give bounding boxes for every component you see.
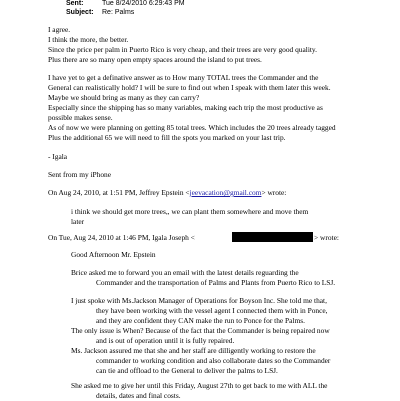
sent-label: Sent:	[66, 0, 84, 7]
body-line: and they are confident they CAN make the run to Ponce for the Palms.	[96, 316, 305, 325]
body-line: possible makes sense.	[48, 113, 113, 122]
body-line: I just spoke with Ms.Jackson Manager of Operations for Boyson Inc. She told me that,	[71, 296, 327, 305]
signoff: - Igala	[48, 152, 68, 161]
body-line: As of now we were planning on getting 85 total trees. Which includes the 20 trees already tagged	[48, 123, 336, 132]
sent-value: Tue 8/24/2010 6:29:43 PM	[102, 0, 185, 7]
quote1-line: later	[71, 217, 85, 226]
body-line: can tie and offload to the General to deliver the palms to LSJ.	[96, 366, 278, 375]
subject-label: Subject:	[66, 9, 94, 16]
body-line: General can realistically hold? I will be sure to find out when I speak with them later this week.	[48, 83, 331, 92]
body-line: Plus there are so many open empty spaces around the island to put trees.	[48, 55, 262, 64]
body-line: and is out of operation until it is fully repaired.	[96, 336, 235, 345]
body-line: I have yet to get a definative answer as to How many TOTAL trees the Commander and the	[48, 73, 319, 82]
quote2-prefix: On Tue, Aug 24, 2010 at 1:46 PM, Igala Joseph <	[48, 233, 195, 242]
body-line: Especially since the shipping has so many variables, making each trip the most productive as	[48, 103, 323, 112]
body-line: Maybe we should bring as many as they can carry?	[48, 93, 200, 102]
body-line: Brice asked me to forward you an email with the latest details reguarding the	[71, 268, 299, 277]
body-line: commander to working condition and also collaborate dates so the Commander	[96, 356, 331, 365]
greeting: Good Afternoon Mr. Epstein	[71, 250, 156, 259]
body-line: The only issue is When? Because of the fact that the Commander is being repaired now	[71, 326, 330, 335]
body-line: Commander and the transportation of Palms and Plants from Puerto Rico to LSJ.	[96, 278, 336, 287]
body-line: I think the more, the better.	[48, 35, 129, 44]
quote1-line: i think we should get more trees,, we can plant them somewhere and move them	[71, 207, 309, 216]
body-line: Plus the additional 65 we will need to fill the spots you marked on your last trip.	[48, 133, 286, 142]
quote2-suffix: > wrote:	[314, 233, 339, 242]
body-line: Since the price per palm in Puerto Rico is very cheap, and their trees are very good quality.	[48, 45, 317, 54]
body-line: She asked me to give her until this Friday, August 27th to get back to me with ALL the	[71, 381, 328, 390]
body-line: details, dates and final costs.	[96, 391, 181, 400]
redaction-box	[232, 232, 313, 242]
quote1-header	[48, 188, 286, 198]
email-link[interactable]: jeevacation@gmail.com	[189, 188, 262, 197]
subject-value: Re: Palms	[102, 9, 135, 16]
body-line: Ms. Jackson assured me that she and her staff are dilligently working to restore the	[71, 346, 316, 355]
quote1-suffix: > wrote:	[261, 188, 287, 197]
sent-from: Sent from my iPhone	[48, 170, 112, 179]
quote1-prefix: On Aug 24, 2010, at 1:51 PM, Jeffrey Epstein <	[48, 188, 190, 197]
body-line: I agree.	[48, 25, 71, 34]
body-line: they have been working with the vessel agent I connected them with in Ponce,	[96, 306, 328, 315]
